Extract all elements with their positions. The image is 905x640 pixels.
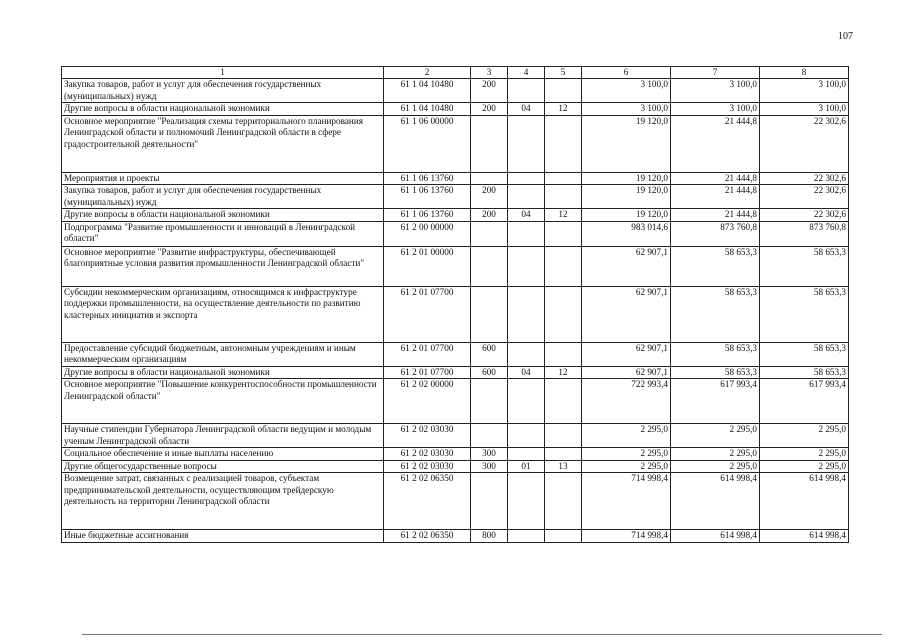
cell-name: Закупка товаров, работ и услуг для обеспечения государственных (муниципальных) нужд — [62, 185, 384, 209]
header-col-1: 1 — [62, 67, 384, 79]
cell-amount-2: 617 993,4 — [671, 379, 760, 424]
page-number: 107 — [838, 31, 853, 42]
cell-section: 04 — [508, 366, 545, 379]
cell-section — [508, 473, 545, 530]
cell-amount-3: 58 653,3 — [760, 342, 849, 366]
cell-amount-2: 58 653,3 — [671, 286, 760, 342]
cell-subsection: 12 — [545, 366, 582, 379]
cell-section — [508, 115, 545, 172]
cell-code: 61 2 01 00000 — [384, 246, 471, 286]
cell-name: Основное мероприятие "Повышение конкурентоспособности промышленности Ленинградской области" — [62, 379, 384, 424]
cell-code: 61 1 06 13760 — [384, 209, 471, 222]
cell-subsection — [545, 172, 582, 185]
cell-section: 04 — [508, 103, 545, 116]
cell-expense-type — [471, 221, 508, 246]
cell-amount-2: 2 295,0 — [671, 424, 760, 448]
table-row — [62, 185, 849, 209]
cell-code: 61 2 02 03030 — [384, 460, 471, 473]
cell-subsection — [545, 185, 582, 209]
cell-amount-2: 58 653,3 — [671, 342, 760, 366]
cell-name: Другие вопросы в области национальной экономики — [62, 209, 384, 222]
cell-expense-type — [471, 286, 508, 342]
cell-subsection: 12 — [545, 209, 582, 222]
header-row — [62, 67, 849, 79]
cell-amount-2: 58 653,3 — [671, 366, 760, 379]
cell-amount-3: 58 653,3 — [760, 246, 849, 286]
cell-code: 61 1 06 13760 — [384, 185, 471, 209]
cell-code: 61 2 01 07700 — [384, 366, 471, 379]
cell-amount-2: 58 653,3 — [671, 246, 760, 286]
header-col-8: 8 — [760, 67, 849, 79]
cell-amount-3: 3 100,0 — [760, 79, 849, 103]
cell-amount-2: 2 295,0 — [671, 460, 760, 473]
cell-section — [508, 172, 545, 185]
table-row — [62, 115, 849, 172]
cell-amount-2: 3 100,0 — [671, 79, 760, 103]
cell-name: Мероприятия и проекты — [62, 172, 384, 185]
header-col-6: 6 — [582, 67, 671, 79]
cell-subsection: 12 — [545, 103, 582, 116]
cell-code: 61 1 06 00000 — [384, 115, 471, 172]
cell-code: 61 2 02 03030 — [384, 448, 471, 461]
cell-section: 01 — [508, 460, 545, 473]
cell-amount-3: 22 302,6 — [760, 209, 849, 222]
cell-expense-type: 300 — [471, 448, 508, 461]
cell-amount-1: 714 998,4 — [582, 473, 671, 530]
cell-section — [508, 286, 545, 342]
cell-amount-2: 2 295,0 — [671, 448, 760, 461]
cell-subsection — [545, 79, 582, 103]
cell-name: Научные стипендии Губернатора Ленинградской области ведущим и молодым ученым Ленинградской области — [62, 424, 384, 448]
cell-expense-type — [471, 172, 508, 185]
cell-expense-type: 200 — [471, 79, 508, 103]
header-col-5: 5 — [545, 67, 582, 79]
cell-amount-1: 62 907,1 — [582, 366, 671, 379]
cell-expense-type: 200 — [471, 185, 508, 209]
cell-expense-type: 800 — [471, 530, 508, 543]
cell-name: Закупка товаров, работ и услуг для обеспечения государственных (муниципальных) нужд — [62, 79, 384, 103]
table-row — [62, 103, 849, 116]
cell-amount-1: 19 120,0 — [582, 172, 671, 185]
cell-expense-type: 600 — [471, 342, 508, 366]
cell-amount-1: 714 998,4 — [582, 530, 671, 543]
cell-expense-type: 200 — [471, 209, 508, 222]
cell-subsection — [545, 246, 582, 286]
cell-amount-3: 2 295,0 — [760, 460, 849, 473]
cell-subsection — [545, 342, 582, 366]
table-row — [62, 448, 849, 461]
cell-amount-3: 614 998,4 — [760, 530, 849, 543]
cell-section — [508, 342, 545, 366]
header-col-2: 2 — [384, 67, 471, 79]
cell-name: Другие вопросы в области национальной экономики — [62, 366, 384, 379]
cell-code: 61 2 02 06350 — [384, 473, 471, 530]
cell-amount-1: 2 295,0 — [582, 460, 671, 473]
cell-subsection — [545, 379, 582, 424]
cell-subsection — [545, 115, 582, 172]
cell-subsection — [545, 448, 582, 461]
table-row — [62, 473, 849, 530]
cell-section — [508, 79, 545, 103]
cell-section — [508, 246, 545, 286]
table-row — [62, 530, 849, 543]
cell-name: Основное мероприятие "Развитие инфраструктуры, обеспечивающей благоприятные условия развития промышленности Ленинградской области" — [62, 246, 384, 286]
cell-amount-1: 19 120,0 — [582, 209, 671, 222]
table-row — [62, 342, 849, 366]
cell-expense-type: 300 — [471, 460, 508, 473]
table-row — [62, 246, 849, 286]
cell-amount-3: 873 760,8 — [760, 221, 849, 246]
cell-code: 61 2 00 00000 — [384, 221, 471, 246]
cell-amount-2: 21 444,8 — [671, 172, 760, 185]
cell-amount-1: 3 100,0 — [582, 79, 671, 103]
cell-code: 61 2 02 03030 — [384, 424, 471, 448]
cell-code: 61 2 01 07700 — [384, 342, 471, 366]
cell-amount-1: 62 907,1 — [582, 286, 671, 342]
cell-code: 61 2 01 07700 — [384, 286, 471, 342]
table-row — [62, 286, 849, 342]
cell-subsection — [545, 473, 582, 530]
cell-amount-3: 2 295,0 — [760, 424, 849, 448]
cell-amount-3: 614 998,4 — [760, 473, 849, 530]
cell-name: Иные бюджетные ассигнования — [62, 530, 384, 543]
cell-section: 04 — [508, 209, 545, 222]
cell-amount-1: 2 295,0 — [582, 448, 671, 461]
table-body — [62, 79, 849, 543]
cell-name: Другие вопросы в области национальной экономики — [62, 103, 384, 116]
cell-amount-1: 19 120,0 — [582, 185, 671, 209]
cell-amount-3: 617 993,4 — [760, 379, 849, 424]
cell-amount-2: 614 998,4 — [671, 473, 760, 530]
cell-amount-1: 2 295,0 — [582, 424, 671, 448]
cell-code: 61 2 02 06350 — [384, 530, 471, 543]
bottom-divider — [82, 634, 882, 635]
cell-subsection: 13 — [545, 460, 582, 473]
cell-amount-1: 3 100,0 — [582, 103, 671, 116]
cell-amount-1: 983 014,6 — [582, 221, 671, 246]
cell-expense-type: 200 — [471, 103, 508, 116]
cell-name: Социальное обеспечение и иные выплаты населению — [62, 448, 384, 461]
cell-amount-3: 22 302,6 — [760, 172, 849, 185]
cell-amount-3: 3 100,0 — [760, 103, 849, 116]
cell-amount-3: 58 653,3 — [760, 286, 849, 342]
table-row — [62, 379, 849, 424]
cell-amount-2: 3 100,0 — [671, 103, 760, 116]
cell-code: 61 1 04 10480 — [384, 103, 471, 116]
header-col-7: 7 — [671, 67, 760, 79]
budget-table — [61, 66, 849, 543]
cell-amount-2: 873 760,8 — [671, 221, 760, 246]
table-row — [62, 79, 849, 103]
cell-amount-3: 22 302,6 — [760, 185, 849, 209]
cell-name: Другие общегосударственные вопросы — [62, 460, 384, 473]
cell-subsection — [545, 530, 582, 543]
cell-name: Основное мероприятие "Реализация схемы территориального планирования Ленинградской области и полномочий Ленинградской области в сфере градостроительной деятельности" — [62, 115, 384, 172]
table-row — [62, 424, 849, 448]
cell-amount-2: 21 444,8 — [671, 209, 760, 222]
table-row — [62, 366, 849, 379]
table-row — [62, 209, 849, 222]
cell-amount-1: 62 907,1 — [582, 342, 671, 366]
cell-name: Субсидии некоммерческим организациям, относящимся к инфраструктуре поддержки промышленности, на осуществление деятельности по развитию кластерных инициатив и экспорта — [62, 286, 384, 342]
cell-amount-3: 22 302,6 — [760, 115, 849, 172]
cell-expense-type — [471, 473, 508, 530]
cell-section — [508, 185, 545, 209]
cell-amount-3: 2 295,0 — [760, 448, 849, 461]
cell-subsection — [545, 221, 582, 246]
table-row — [62, 460, 849, 473]
cell-amount-2: 21 444,8 — [671, 185, 760, 209]
cell-code: 61 1 04 10480 — [384, 79, 471, 103]
cell-expense-type — [471, 424, 508, 448]
cell-amount-2: 21 444,8 — [671, 115, 760, 172]
cell-section — [508, 379, 545, 424]
cell-section — [508, 424, 545, 448]
table-row — [62, 221, 849, 246]
cell-section — [508, 221, 545, 246]
cell-expense-type: 600 — [471, 366, 508, 379]
cell-amount-1: 19 120,0 — [582, 115, 671, 172]
cell-name: Возмещение затрат, связанных с реализацией товаров, субъектам предпринимательской деятельности, осуществляющим трейдерскую деятельность на территории Ленинградской области — [62, 473, 384, 530]
cell-amount-1: 722 993,4 — [582, 379, 671, 424]
cell-expense-type — [471, 246, 508, 286]
cell-section — [508, 530, 545, 543]
cell-amount-3: 58 653,3 — [760, 366, 849, 379]
table-row — [62, 172, 849, 185]
cell-subsection — [545, 424, 582, 448]
cell-section — [508, 448, 545, 461]
cell-expense-type — [471, 379, 508, 424]
cell-code: 61 2 02 00000 — [384, 379, 471, 424]
cell-expense-type — [471, 115, 508, 172]
cell-code: 61 1 06 13760 — [384, 172, 471, 185]
cell-name: Предоставление субсидий бюджетным, автономным учреждениям и иным некоммерческим организациям — [62, 342, 384, 366]
header-col-4: 4 — [508, 67, 545, 79]
cell-amount-2: 614 998,4 — [671, 530, 760, 543]
cell-subsection — [545, 286, 582, 342]
cell-amount-1: 62 907,1 — [582, 246, 671, 286]
header-col-3: 3 — [471, 67, 508, 79]
cell-name: Подпрограмма "Развитие промышленности и инноваций в Ленинградской области" — [62, 221, 384, 246]
